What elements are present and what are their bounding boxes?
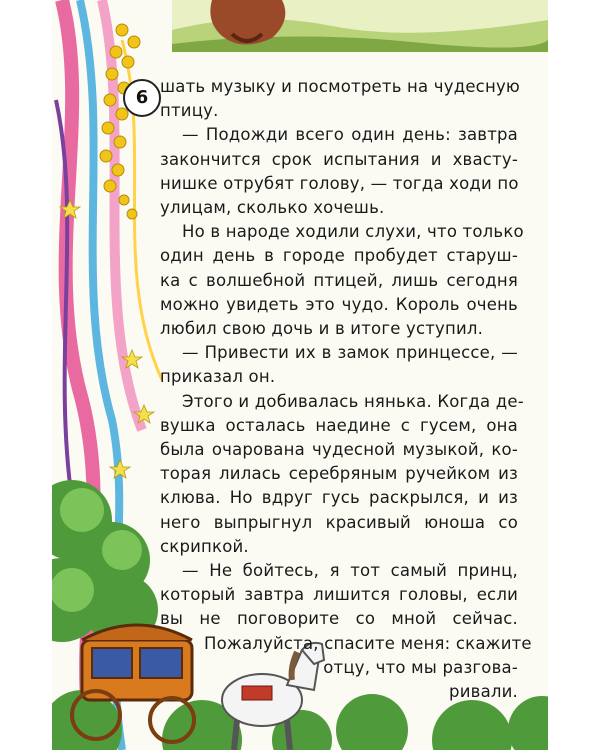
text-line: нишке отрубят голову, — тогда ходи по bbox=[160, 173, 519, 193]
text-line: птицу. bbox=[160, 101, 219, 121]
money-bag-icon bbox=[172, 0, 548, 70]
page-number: 6 bbox=[123, 79, 161, 117]
text-line: закончится срок испытания и хвасту- bbox=[160, 149, 518, 169]
text-line: — Не бойтесь, я тот самый принц, bbox=[182, 561, 518, 581]
text-line: него выпрыгнул красивый юноша со bbox=[160, 512, 518, 532]
text-line: клюва. Но вдруг гусь раскрылся, и из bbox=[160, 488, 518, 508]
text-line: скрипкой. bbox=[160, 536, 249, 556]
text-line: была очарована чудесной музыкой, ко- bbox=[160, 440, 518, 460]
text-line: улицам, сколько хочешь. bbox=[160, 198, 385, 218]
text-line: отцу, что мы разгова- bbox=[323, 657, 518, 677]
text-line: любил свою дочь и в итоге уступил. bbox=[160, 319, 484, 339]
text-line: — Подожди всего один день: завтра bbox=[182, 125, 518, 145]
text-line: шать музыку и посмотреть на чудесную bbox=[160, 77, 520, 96]
text-line: вы не поговорите со мной сейчас. bbox=[160, 609, 518, 629]
text-line: Но в народе ходили слухи, что только bbox=[182, 222, 524, 242]
text-line: ка с волшебной птицей, лишь сегодня bbox=[160, 270, 518, 290]
text-line: можно увидеть это чудо. Король очень bbox=[160, 294, 518, 314]
text-line: Этого и добивалась нянька. Когда де- bbox=[182, 391, 524, 411]
text-line: приказал он. bbox=[160, 367, 276, 387]
text-line: который завтра лишится головы, если bbox=[160, 585, 518, 605]
text-line: ривали. bbox=[449, 682, 518, 702]
text-line: вушка осталась наедине с гусем, она bbox=[160, 415, 518, 435]
text-line: — Привести их в замок принцессе, — bbox=[182, 343, 518, 363]
text-line: торая лилась серебряным ручейком из bbox=[160, 464, 518, 484]
story-text bbox=[160, 75, 532, 704]
text-line: Пожалуйста, спасите меня: скажите bbox=[204, 633, 532, 653]
text-line: один день в городе пробудет старуш- bbox=[160, 246, 518, 266]
